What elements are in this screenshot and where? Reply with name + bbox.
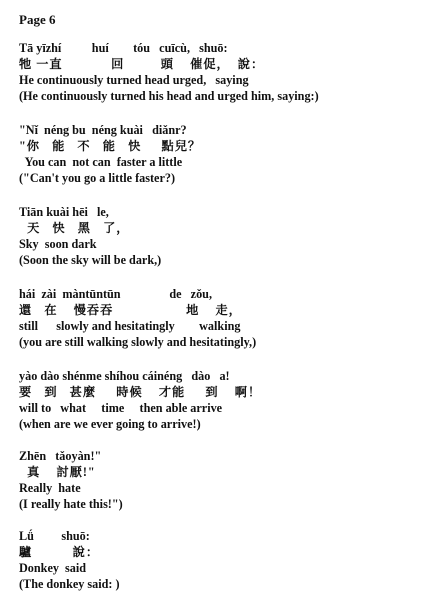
pinyin-line: hái zài màntūntūn de zǒu, [19,287,212,301]
english-translation: (He continuously turned his head and urged him, saying:) [19,89,319,103]
pinyin-line: Lǘ shuō: [19,529,90,543]
chinese-line: 真 討厭!" [19,465,96,479]
literal-gloss: He continuously turned head urged, saying [19,73,249,87]
pinyin-line: yào dào shénme shíhou cáinéng dào a! [19,369,230,383]
verse-group-2 [19,122,419,186]
literal-gloss: You can not can faster a little [19,155,183,169]
english-translation: (The donkey said: ) [19,577,120,591]
literal-gloss: still slowly and hesitatingly walking [19,319,241,333]
page-number: Page 6 [19,12,56,27]
verse-group-7 [19,528,419,592]
verse-group-4 [19,286,419,350]
english-translation: ("Can't you go a little faster?) [19,171,176,185]
chinese-line: 要 到 甚麼 時候 才能 到 啊！ [19,385,262,399]
verse-group-3 [19,204,419,268]
english-translation: (when are we ever going to arrive!) [19,417,201,431]
english-translation: (you are still walking slowly and hesitatingly,) [19,335,257,349]
verse-group-6 [19,448,419,512]
pinyin-line: Tiān kuài hēi le, [19,205,109,219]
chinese-line: 驢 說： [19,545,100,559]
english-translation: (I really hate this!") [19,497,123,511]
literal-gloss: Sky soon dark [19,237,97,251]
verse-group-1 [19,40,419,104]
chinese-line: 天 快 黑 了， [19,221,130,235]
english-translation: (Soon the sky will be dark,) [19,253,162,267]
pinyin-line: Zhēn tǎoyàn!" [19,449,102,463]
pinyin-line: Tā yīzhí huí tóu cuīcù, shuō: [19,41,228,55]
chinese-line: "你 能 不 能 快 點兒？ [19,139,202,153]
verse-group-5 [19,368,419,432]
pinyin-line: "Nǐ néng bu néng kuài diǎnr? [19,123,187,137]
literal-gloss: Donkey said [19,561,87,575]
chinese-line: 還 在 慢吞吞 地 走， [19,303,242,317]
literal-gloss: will to what time then able arrive [19,401,223,415]
chinese-line: 牠 一直 回 頭 催促， 說： [19,57,265,71]
literal-gloss: Really hate [19,481,81,495]
